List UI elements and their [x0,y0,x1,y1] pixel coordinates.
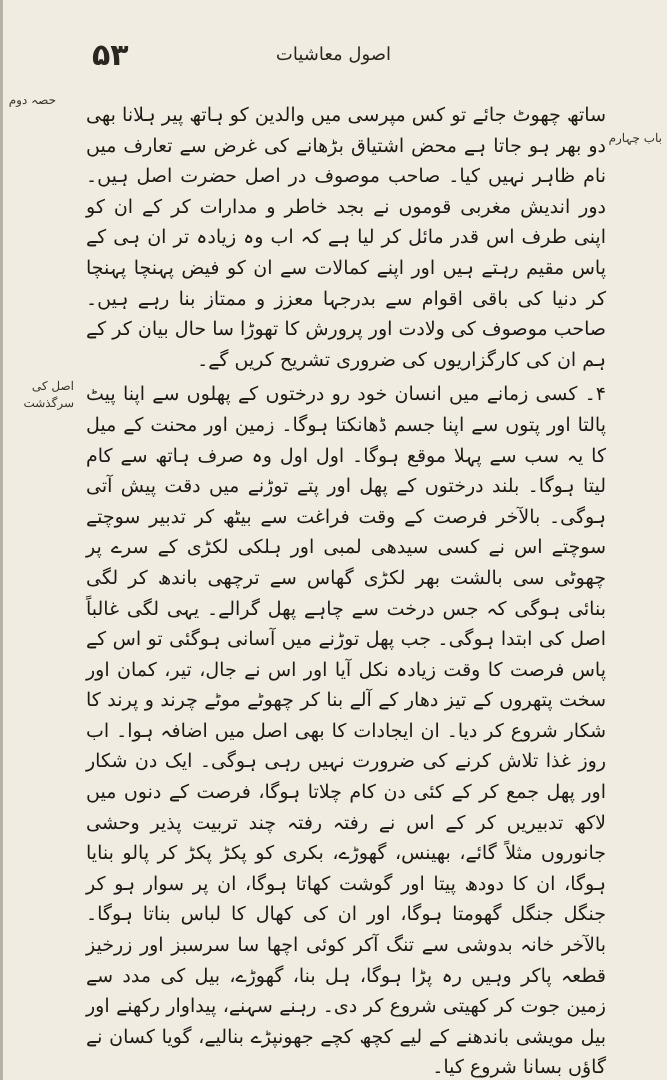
body-text [86,100,606,1080]
margin-note-chapter: باب چہارم [608,131,662,145]
paragraph-4: ۴۔ کسی زمانے میں انسان خود رو درختوں کے پھلوں سے اپنا پیٹ پالتا اور پتوں سے اپنا جسم ڈھانکتا ہوگا۔ زمین اور محنت کے میل کا یہ سب سے پہلا موقع ہوگا۔ اول اول وہ صرف ہاتھ سے کام لیتا ہوگا۔ بلند درختوں کے پھل اور پتے توڑنے میں دقت پیش آتی ہوگی۔ بالآخر فرصت کے وقت فراغت سے بیٹھ کر تدبیر سوچتے سوچتے اس نے کسی سیدھی لمبی اور ہلکی لکڑی کے سرے پر چھوٹی سی بالشت بھر لکڑی گھاس سے ترچھی باندھ کر لگی بنائی ہوگی کہ جس درخت سے چاہے پھل گرالے۔ یہی لگی غالباً اصل کی ابتدا ہوگی۔ جب پھل توڑنے میں آسانی ہوگئی تو اس کے پاس فرصت کا وقت زیادہ نکل آیا اور اس نے جال، تیر، کمان اور سخت پتھروں کے تیز دھار کے آلے بنا کر چھوٹے موٹے چرند و پرند کا شکار شروع کر دیا۔ ان ایجادات کا بھی اصل میں اضافہ ہوا۔ اب روز غذا تلاش کرنے کی ضرورت نہیں رہی ہوگی۔ ایک دن شکار اور پھل جمع کر کے کئی دن کام چلاتا ہوگا، فرصت کے دنوں میں لاکھ تدبیریں کر کے اس نے رفتہ رفتہ چند تربیت پذیر وحشی جانوروں مثلاً گائے، بھینس، گھوڑے، بکری کو پکڑ پکڑ کر پالو بنایا ہوگا، ان کا دودھ پیتا اور گوشت کھاتا ہوگا، ان پر سوار ہو کر جنگل جنگل گھومتا ہوگا، اور ان کی کھال کا لباس بناتا ہوگا۔ بالآخر خانہ بدوشی سے تنگ آکر کوئی اچھا سا سرسبز اور زرخیز قطعہ پاکر وہیں رہ پڑا ہوگا، ہل بنا، گھوڑے، بیل کی مدد سے زمین جوت کر کھیتی شروع کر دی۔ رہنے سہنے، پیداوار رکھنے اور بیل مویشی باندھنے کے لیے کچھ کچے جھونپڑے بنالیے، گویا کسان نے گاؤں بسانا شروع کیا۔ [86,383,606,1079]
margin-note-section: اصل کی سرگذشت [23,379,74,410]
margin-note-part: حصہ دوم [8,93,56,107]
paragraph-intro: ساتھ چھوٹ جائے تو کس مپرسی میں والدین کو ہاتھ پیر ہلانا بھی دو بھر ہو جاتا ہے محض اشتیاق بڑھانے کی غرض سے تعارف میں نام ظاہر نہیں کیا۔ صاحب موصوف در اصل حضرت اصل ہیں۔ دور اندیش مغربی قوموں نے بجد خاطر و مدارات کر کے ان کو اپنی طرف اس قدر مائل کر لیا ہے کہ اب وہ زیادہ تر ان ہی کے پاس مقیم رہتے ہیں اور اپنے کمالات سے ان کو فیض پہنچا پہنچا کر دنیا کی باقی اقوام سے بدرجہا معزز و ممتاز بنا رہے ہیں۔ صاحب موصوف کی ولادت اور پرورش کا تھوڑا سا حال بیان کر کے ہم ان کی کارگزاریوں کی ضروری تشریح کریں گے۔ [86,104,606,371]
page-header [0,38,667,78]
page-edge-shadow [0,0,3,1080]
running-head: اصول معاشیات [275,44,392,65]
page-number: ۵۳ [92,38,129,73]
